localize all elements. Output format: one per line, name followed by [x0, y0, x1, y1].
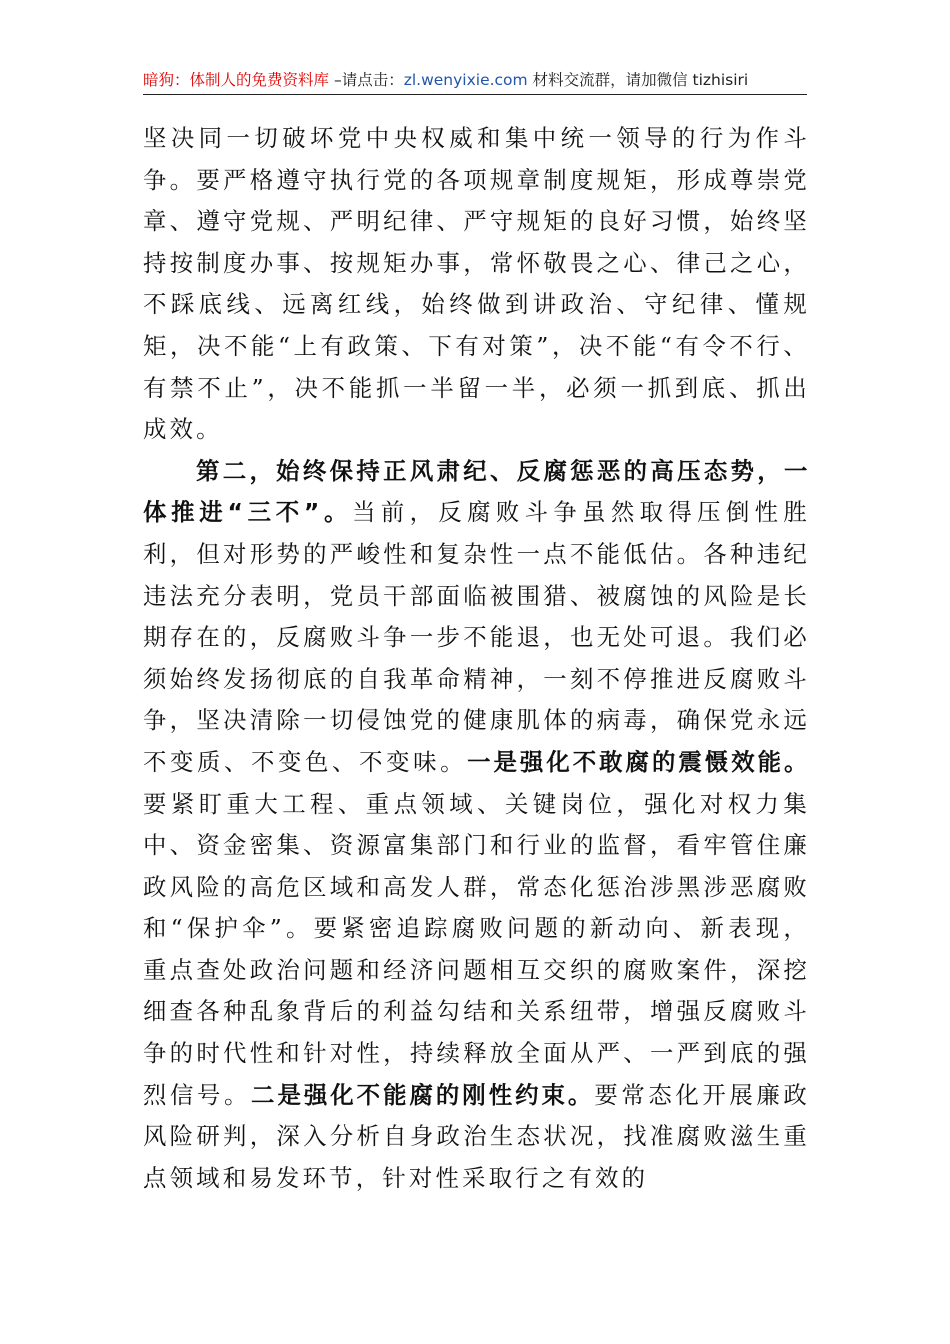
paragraph-2	[143, 451, 810, 1200]
paragraph-2-text-3: 要常态化开展廉政风险研判，深入分析自身政治生态状况，找准腐败滋生重点领域和易发环节，针对性采取行之有效的	[143, 1080, 810, 1192]
paragraph-1: 坚决同一切破坏党中央权威和集中统一领导的行为作斗争。要严格遵守执行党的各项规章制度规矩，形成尊崇党章、遵守党规、严明纪律、严守规矩的良好习惯，始终坚持按制度办事、按规矩办事，常怀敬畏之心、律己之心，不踩底线、远离红线，始终做到讲政治、守纪律、懂规矩，决不能“上有政策、下有对策”，决不能“有令不行、有禁不止”，决不能抓一半留一半，必须一抓到底、抓出成效。	[143, 124, 810, 444]
paragraph-2-text-2: 要紧盯重大工程、重点领域、关键岗位，强化对权力集中、资金密集、资源富集部门和行业的监督，看牢管住廉政风险的高危区域和高发人群，常态化惩治涉黑涉恶腐败和“保护伞”。要紧密追踪腐败问题的新动向、新表现，重点查处政治问题和经济问题相互交织的腐败案件，深挖细查各种乱象背后的利益勾结和关系纽带，增强反腐败斗争的时代性和针对性，持续释放全面从严、一严到底的强烈信号。	[143, 789, 810, 1109]
paragraph-2-text-1: 当前，反腐败斗争虽然取得压倒性胜利，但对形势的严峻性和复杂性一点不能低估。各种违纪违法充分表明，党员干部面临被围猎、被腐蚀的风险是长期存在的，反腐败斗争一步不能退，也无处可退。我们必须始终发扬彻底的自我革命精神，一刻不停推进反腐败斗争，坚决清除一切侵蚀党的健康肌体的病毒，确保党永远不变质、不变色、不变味。	[143, 498, 811, 776]
header-site-name: 暗狗：体制人的免费资料库	[143, 71, 330, 89]
subheading-2: 二是强化不能腐的刚性约束。	[251, 1080, 595, 1109]
header-click-prompt: –请点击：	[329, 71, 404, 89]
section-heading-2: 第二，始终保持正风肃纪、反腐惩恶的高压态势，一体推进“三不”。	[143, 456, 810, 527]
header-wechat-note: 材料交流群，请加微信 tizhisiri	[527, 71, 749, 89]
subheading-1: 一是强化不敢腐的震慑效能。	[467, 747, 810, 776]
document-body	[143, 118, 810, 1199]
header-url-link[interactable]: zl.wenyixie.com	[403, 71, 528, 89]
page-header	[143, 68, 807, 95]
